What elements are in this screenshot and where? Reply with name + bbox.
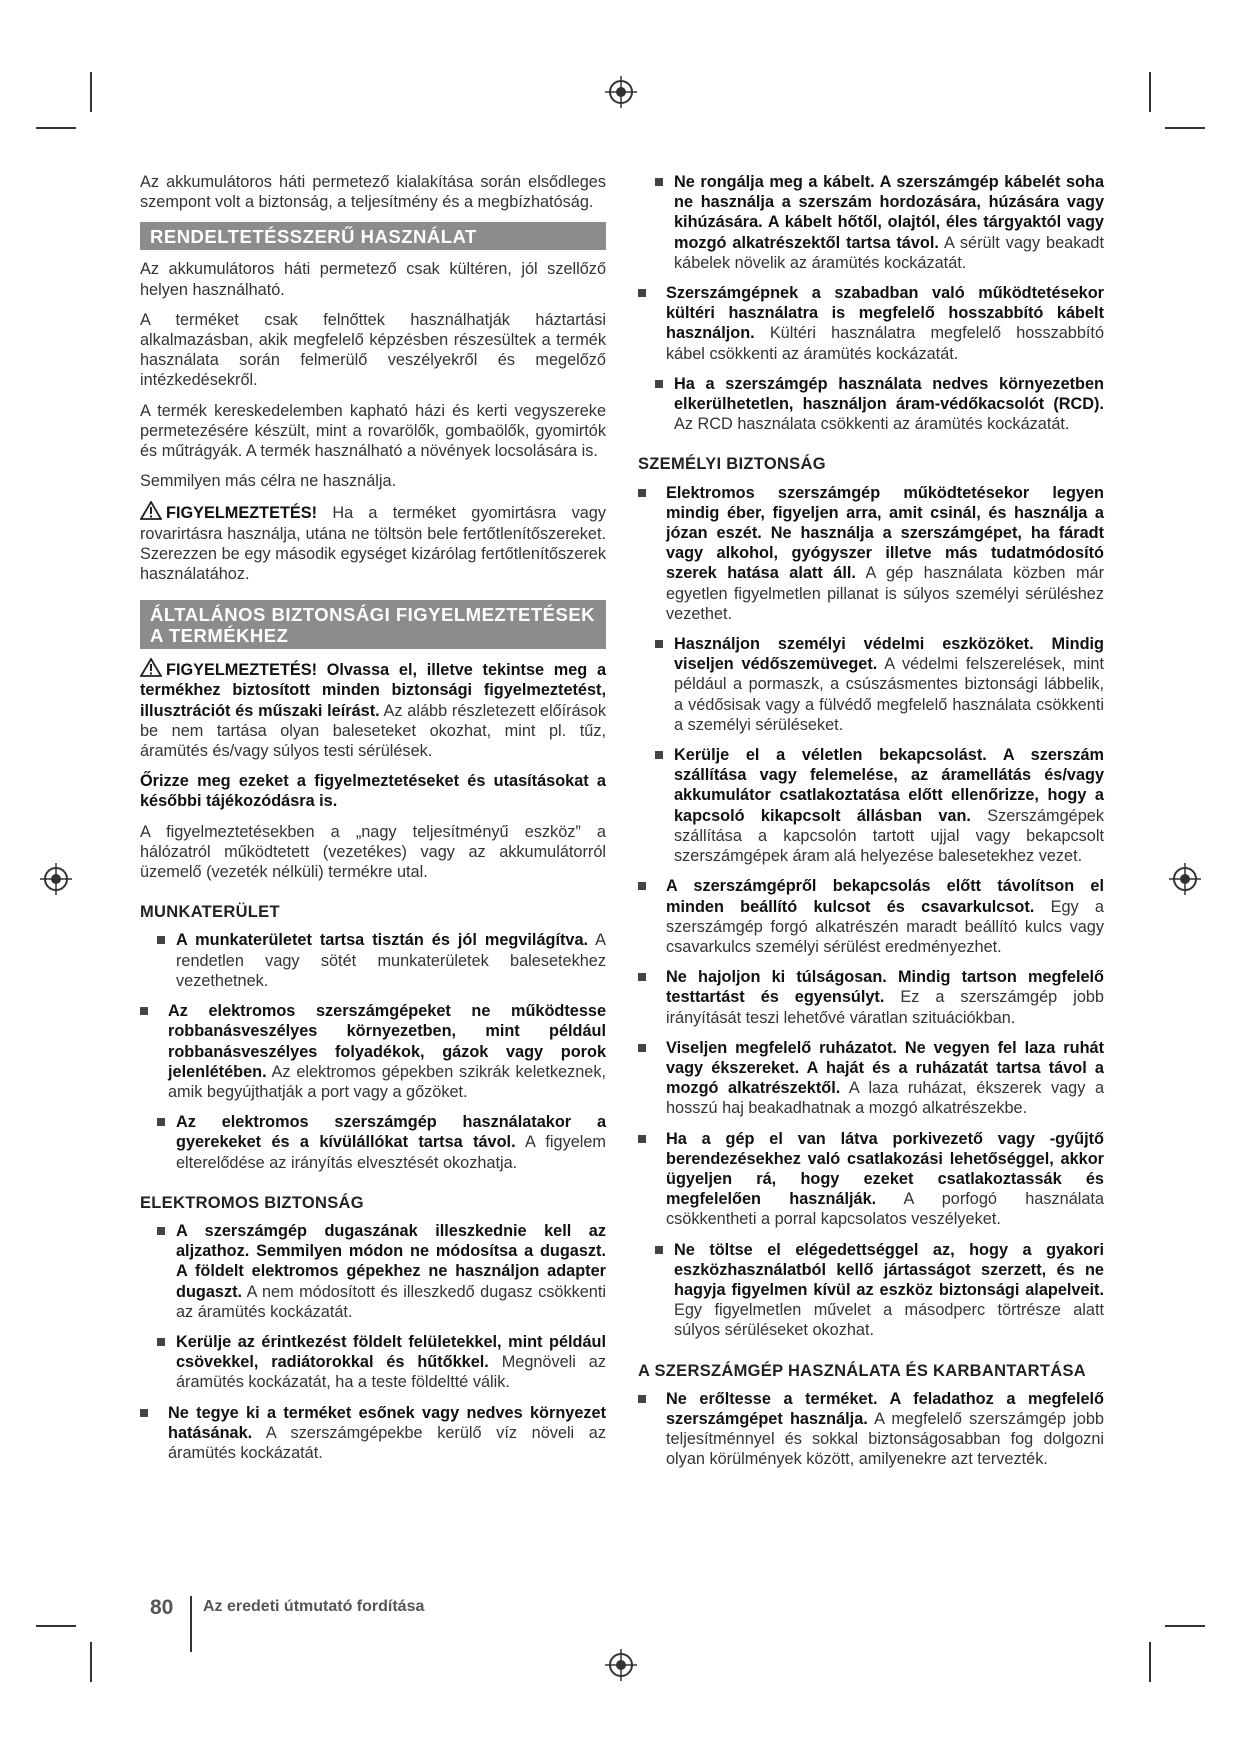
list-item	[140, 1001, 606, 1102]
list-item	[638, 374, 1104, 435]
list-item-bold: Szerszámgépnek a szabadban való működtetésekor kültéri használatra is megfelelő hosszabbító kábelt használjon.	[666, 284, 1104, 343]
list-item-text: A figyelem elterelődése az irányítás elvesztését okozhatja.	[176, 1133, 606, 1172]
list-item-bold: Kerülje az érintkezést földelt felületekkel, mint például csövekkel, radiátorokkal és hűtőkkel.	[176, 1332, 606, 1372]
warning-label: FIGYELMEZTETÉS! Olvassa el, illetve tekintse meg a termékhez biztosított minden biztonsági figyelmeztetést, illusztrációt és műszaki leírást.	[140, 661, 606, 720]
footer-text: Az eredeti útmutató fordítása	[203, 1598, 425, 1615]
list-item-bold: Ha a gép el van látva porkivezető vagy -gyűjtő berendezésekhez való csatlakozási lehetőséggel, akkor ügyeljen rá, hogy ezeket csatlakoztassák és megfelelően használják.	[666, 1129, 1104, 1209]
page-number: 80	[150, 1596, 174, 1619]
list-item-text: Szerszámgépek szállítása a kapcsolón tartott ujjal vagy bekapcsolt szerszámgépek áram alá helyezése balesetekhez vezet.	[674, 806, 1104, 866]
list-item-bold: Elektromos szerszámgép működtetésekor legyen mindig éber, figyeljen arra, amit csinál, és használja a józan eszét. Ne használja a szerszámgépet, ha fáradt vagy alkohol, gyógyszer illetve más tudatmódosító szerek hatása alatt áll.	[666, 483, 1104, 583]
list-item-bold: A szerszámgépről bekapcsolás előtt távolítson el minden beállító kulcsot és csavarkulcsot.	[666, 877, 1104, 916]
bullet-square-icon	[157, 1227, 165, 1235]
list-item	[140, 1403, 606, 1464]
bullet-square-icon	[140, 1007, 148, 1015]
bullet-square-icon	[140, 1409, 148, 1417]
paragraph: A terméket csak felnőttek használhatják háztartási alkalmazásban, akik megfelelő képzésben részesültek a termék használata során felmerülő veszélyekről és megelőző intézkedésekről.	[140, 310, 606, 390]
list-item-text: A porfogó használata csökkentheti a porral kapcsolatos veszélyeket.	[666, 1190, 1104, 1229]
left-column	[140, 172, 606, 1473]
list-item	[638, 634, 1104, 735]
bullet-square-icon	[638, 1395, 646, 1403]
list-item-text: Egy figyelmetlen művelet a másodperc törtrésze alatt súlyos sérüléseket okozhat.	[674, 1301, 1104, 1340]
warning-label: FIGYELMEZTETÉS!	[166, 504, 318, 523]
heading-line: ÁLTALÁNOS BIZTONSÁGI FIGYELMEZTETÉSEK	[150, 604, 596, 626]
list-item	[638, 283, 1104, 364]
list-item-text: A sérült vagy beakadt kábelek növelik az áramütés kockázatát.	[674, 233, 1104, 272]
section-heading-intended-use: RENDELTETÉSSZERŰ HASZNÁLAT	[140, 222, 606, 250]
list-item	[638, 1038, 1104, 1119]
warning-text: Ha a terméket gyomirtásra vagy rovarirtásra használja, utána ne töltsön bele fertőtlenítőszereket. Szerezzen be egy második egységet kizárólag fertőtlenítőszerek használatához.	[140, 504, 606, 584]
subheading-work-area: MUNKATERÜLET	[140, 903, 280, 922]
bullet-square-icon	[638, 882, 646, 890]
keep-instructions-text: Őrizze meg ezeket a figyelmeztetéseket és utasításokat a későbbi tájékozódásra is.	[140, 772, 606, 811]
list-item	[638, 876, 1104, 957]
bullet-square-icon	[655, 1246, 663, 1254]
list-item-bold: Használjon személyi védelmi eszközöket. Mindig viseljen védőszemüveget.	[674, 635, 1104, 674]
right-column	[638, 172, 1104, 1480]
crop-mark	[36, 1625, 76, 1627]
heading-line: A TERMÉKHEZ	[150, 625, 289, 647]
crop-mark	[1165, 1625, 1205, 1627]
paragraph: A termék kereskedelemben kapható házi és kerti vegyszereke permetezésére készült, mint a rovarölők, gombaölők, gyomirtók és műtrágyák. A termék használható a növények locsolására is.	[140, 401, 606, 461]
bullet-square-icon	[655, 751, 663, 759]
bullet-square-icon	[638, 1044, 646, 1052]
list-item	[638, 1389, 1104, 1470]
bullet-square-icon	[655, 178, 663, 186]
bullet-square-icon	[638, 1135, 646, 1143]
list-item-text: A szerszámgépekbe kerülő víz növeli az áramütés kockázatát.	[168, 1423, 606, 1462]
crop-mark	[90, 72, 92, 112]
crop-mark	[1149, 72, 1151, 112]
list-item	[140, 1332, 606, 1393]
keep-instructions	[140, 771, 606, 811]
bullet-square-icon	[655, 380, 663, 388]
list-item-bold: Az elektromos szerszámgép használatakor a gyerekeket és a kívülállókat tartsa távol.	[176, 1113, 606, 1152]
list-item	[638, 967, 1104, 1028]
bullet-square-icon	[638, 289, 646, 297]
list-item	[638, 1129, 1104, 1230]
bullet-square-icon	[638, 489, 646, 497]
intro-paragraph: Az akkumulátoros háti permetező kialakítása során elsődleges szempont volt a biztonság, a teljesítmény és a megbízhatóság.	[140, 173, 606, 212]
registration-mark-icon	[1168, 862, 1202, 896]
list-item-bold: Kerülje el a véletlen bekapcsolást. A szerszám szállítása vagy felemelése, az áramellátás és/vagy akkumulátor csatlakoztatása előtt ellenőrizze, hogy a kapcsoló kikapcsolt állásban van.	[674, 746, 1104, 825]
bullet-square-icon	[157, 936, 165, 944]
footer-divider	[190, 1596, 192, 1652]
bullet-square-icon	[157, 1338, 165, 1346]
list-item-text: A rendetlen vagy sötét munkaterületek balesetekhez vezethetnek.	[176, 931, 607, 990]
registration-mark-icon	[604, 75, 638, 109]
list-item-bold: Ne tegye ki a terméket esőnek vagy nedves környezet hatásának.	[168, 1403, 606, 1442]
list-item	[140, 1112, 606, 1173]
list-item-text: Az elektromos gépekben szikrák keletkeznek, amik begyújthatják a port vagy a gőzöket.	[168, 1062, 606, 1101]
registration-mark-icon	[39, 862, 73, 896]
list-item	[638, 172, 1104, 273]
list-item	[140, 1221, 606, 1322]
subheading-electrical-safety: ELEKTROMOS BIZTONSÁG	[140, 1193, 364, 1212]
bullet-square-icon	[638, 973, 646, 981]
list-item-text: Ez a szerszámgép jobb irányítását teszi lehetővé váratlan szituációkban.	[666, 988, 1104, 1027]
list-item-bold: Ne erőltesse a terméket. A feladathoz a megfelelő szerszámgépet használja.	[666, 1389, 1104, 1428]
subheading-personal-safety: SZEMÉLYI BIZTONSÁG	[638, 455, 826, 474]
crop-mark	[1165, 127, 1205, 129]
crop-mark	[36, 127, 76, 129]
list-item-bold: Ne rongálja meg a kábelt. A szerszámgép kábelét soha ne használja a szerszám hordozására, húzására vagy kihúzására. A kábelt hőtől, olajtól, éles tárgyaktól vagy mozgó alkatrészektől tartsa távol.	[674, 173, 1104, 252]
warning-paragraph	[140, 658, 606, 761]
list-item-bold: A szerszámgép dugaszának illeszkednie kell az aljzathoz. Semmilyen módon ne módosítsa a dugaszt. A földelt elektromos gépekhez ne használjon adapter dugaszt.	[176, 1221, 606, 1301]
list-item	[638, 1240, 1104, 1341]
list-item-bold: A munkaterületet tartsa tisztán és jól megvilágítva.	[176, 931, 589, 950]
registration-mark-icon	[604, 1648, 638, 1682]
list-item	[638, 745, 1104, 866]
bullet-square-icon	[157, 1118, 165, 1126]
list-item-text: Az RCD használata csökkenti az áramütés kockázatát.	[674, 415, 1070, 434]
list-item-text: A laza ruházat, ékszerek vagy a hosszú haj beakadhatnak a mozgó alkatrészekbe.	[666, 1079, 1104, 1118]
list-item-text: A nem módosított és illeszkedő dugasz csökkenti az áramütés kockázatát.	[176, 1282, 606, 1321]
paragraph: A figyelmeztetésekben a „nagy teljesítményű eszköz” a hálózatról működtetett (vezetékes) vagy az akkumulátorról üzemelő (vezeték nélküli) termékre utal.	[140, 822, 606, 882]
list-item	[140, 930, 606, 991]
list-item-text: Megnöveli az áramütés kockázatát, ha a teste földeltté válik.	[176, 1353, 606, 1392]
warning-paragraph	[140, 501, 606, 584]
list-item-bold: Az elektromos szerszámgépeket ne működtesse robbanásveszélyes környezetben, mint például robbanásveszélyes folyadékok, gázok vagy porok jelenlétében.	[168, 1002, 606, 1081]
list-item-bold: Ne töltse el elégedettséggel az, hogy a gyakori eszközhasználatból kellő jártasságot szerzett, és ne hagyja figyelmen kívül az eszköz biztonsági alapelveit.	[674, 1240, 1104, 1299]
warning-triangle-icon	[140, 658, 162, 677]
list-item-text: A gép használata közben már egyetlen figyelmetlen pillanat is súlyos személyi sérüléshez vezethet.	[666, 564, 1104, 623]
list-item	[638, 483, 1104, 624]
list-item-text: Kültéri használatra megfelelő hosszabbító kábel csökkenti az áramütés kockázatát.	[666, 324, 1104, 363]
subheading-tool-use-maintenance: A SZERSZÁMGÉP HASZNÁLATA ÉS KARBANTARTÁSA	[638, 1361, 1087, 1380]
warning-triangle-icon	[140, 501, 162, 520]
section-heading-general-safety	[140, 600, 606, 649]
list-item-text: Egy a szerszámgép forgó alkatrészén maradt beállító kulcs vagy csavarkulcs személyi sérülést eredményezhet.	[666, 897, 1104, 956]
paragraph: Az akkumulátoros háti permetező csak kültéren, jól szellőző helyen használható.	[140, 260, 606, 299]
list-item-bold: Ha a szerszámgép használata nedves környezetben elkerülhetetlen, használjon áram-védőkacsolót (RCD).	[674, 374, 1104, 414]
list-item-bold: Viseljen megfelelő ruházatot. Ne vegyen fel laza ruhát vagy ékszereket. A haját és a ruházatát tartsa távol a mozgó alkatrészektől.	[666, 1038, 1104, 1098]
list-item-text: A megfelelő szerszámgép jobb teljesítménnyel és sokkal biztonságosabban fog dolgozni olyan körülmények között, amilyenekre azt tervezték.	[666, 1409, 1104, 1469]
paragraph: Semmilyen más célra ne használja.	[140, 472, 397, 491]
warning-text: Az alább részletezett előírások be nem tartása olyan baleseteket okozhat, mint pl. tűz, áramütés és/vagy súlyos testi sérülések.	[140, 701, 606, 761]
crop-mark	[1149, 1642, 1151, 1682]
crop-mark	[90, 1642, 92, 1682]
bullet-square-icon	[655, 640, 663, 648]
list-item-bold: Ne hajoljon ki túlságosan. Mindig tartson megfelelő testtartást és egyensúlyt.	[666, 968, 1104, 1007]
list-item-text: A védelmi felszerelések, mint például a pormaszk, a csúszásmentes biztonsági lábbelik, a védősisak vagy a fülvédő megfelelő használata csökkenti a személyi sérüléseket.	[674, 655, 1104, 734]
